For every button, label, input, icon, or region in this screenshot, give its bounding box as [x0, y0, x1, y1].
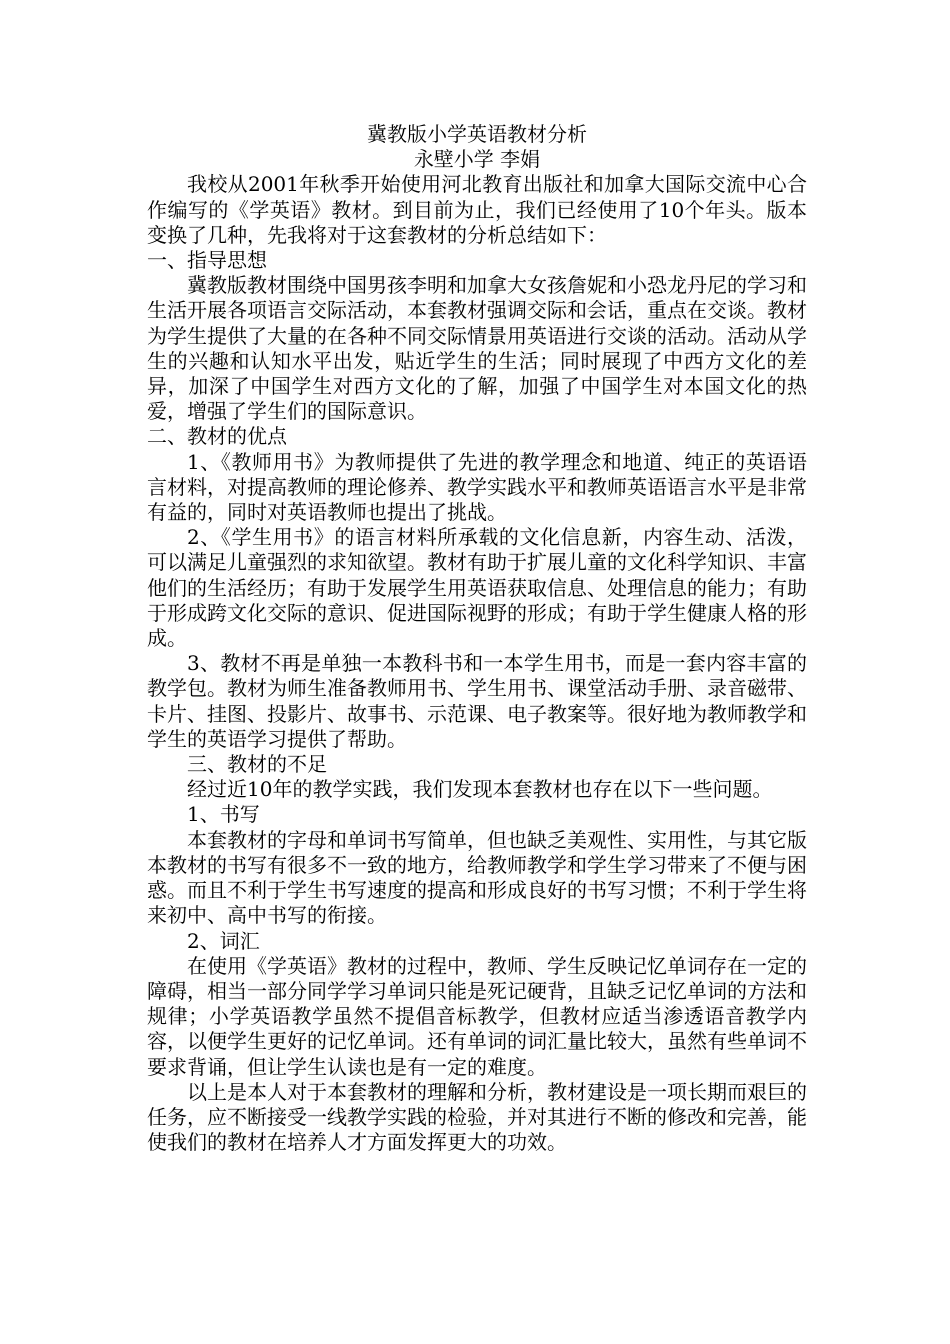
- section2-paragraph-2: 2、《学生用书》的语言材料所承载的文化信息新，内容生动、活泼，可以满足儿童强烈的求知欲望。教材有助于扩展儿童的文化科学知识、丰富他们的生活经历；有助于发展学生用英语获取信息、处理信息的能力；有助于形成跨文化交际的意识、促进国际视野的形成；有助于学生健康人格的形成。: [147, 525, 807, 651]
- section3-sub2-paragraph: 在使用《学英语》教材的过程中，教师、学生反映记忆单词存在一定的障碍，相当一部分同学学习单词只能是死记硬背，且缺乏记忆单词的方法和规律；小学英语教学虽然不提倡音标教学，但教材应适当渗透语音教学内容，以便学生更好的记忆单词。还有单词的词汇量比较大，虽然有些单词不要求背诵，但让学生认读也是有一定的难度。: [147, 953, 807, 1079]
- intro-paragraph: 我校从2001年秋季开始使用河北教育出版社和加拿大国际交流中心合作编写的《学英语》教材。到目前为止，我们已经使用了10个年头。版本变换了几种，先我将对于这套教材的分析总结如下：: [147, 172, 807, 247]
- section2-paragraph-1: 1、《教师用书》为教师提供了先进的教学理念和地道、纯正的英语语言材料，对提高教师的理论修养、教学实践水平和教师英语语言水平是非常有益的，同时对英语教师也提出了挑战。: [147, 449, 807, 525]
- section2-heading: 二、教材的优点: [147, 424, 287, 449]
- document-title: 冀教版小学英语教材分析: [367, 122, 587, 146]
- section1-heading: 一、指导思想: [147, 248, 267, 273]
- section3-paragraph: 经过近10年的教学实践，我们发现本套教材也存在以下一些问题。: [187, 777, 773, 802]
- conclusion-paragraph: 以上是本人对于本套教材的理解和分析，教材建设是一项长期而艰巨的任务，应不断接受一线教学实践的检验，并对其进行不断的修改和完善，能使我们的教材在培养人才方面发挥更大的功效。: [147, 1079, 807, 1155]
- section2-paragraph-3: 3、教材不再是单独一本教科书和一本学生用书，而是一套内容丰富的教学包。教材为师生准备教师用书、学生用书、课堂活动手册、录音磁带、卡片、挂图、投影片、故事书、示范课、电子教案等。很好地为教师教学和学生的英语学习提供了帮助。: [147, 651, 807, 751]
- document-author: 永壁小学 李娟: [413, 147, 541, 172]
- document-page: [147, 122, 807, 1155]
- section3-sub1-heading: 1、书写: [187, 802, 260, 827]
- section3-sub2-heading: 2、词汇: [187, 928, 260, 953]
- section3-heading: 三、教材的不足: [187, 752, 327, 777]
- section3-sub1-paragraph: 本套教材的字母和单词书写简单，但也缺乏美观性、实用性，与其它版本教材的书写有很多不一致的地方，给教师教学和学生学习带来了不便与困惑。而且不利于学生书写速度的提高和形成良好的书写习惯；不利于学生将来初中、高中书写的衔接。: [147, 827, 807, 928]
- section1-paragraph: 冀教版教材围绕中国男孩李明和加拿大女孩詹妮和小恐龙丹尼的学习和生活开展各项语言交际活动，本套教材强调交际和会话，重点在交谈。教材为学生提供了大量的在各种不同交际情景用英语进行交谈的活动。活动从学生的兴趣和认知水平出发，贴近学生的生活；同时展现了中西方文化的差异，加深了中国学生对西方文化的了解，加强了中国学生对本国文化的热爱，增强了学生们的国际意识。: [147, 273, 807, 424]
